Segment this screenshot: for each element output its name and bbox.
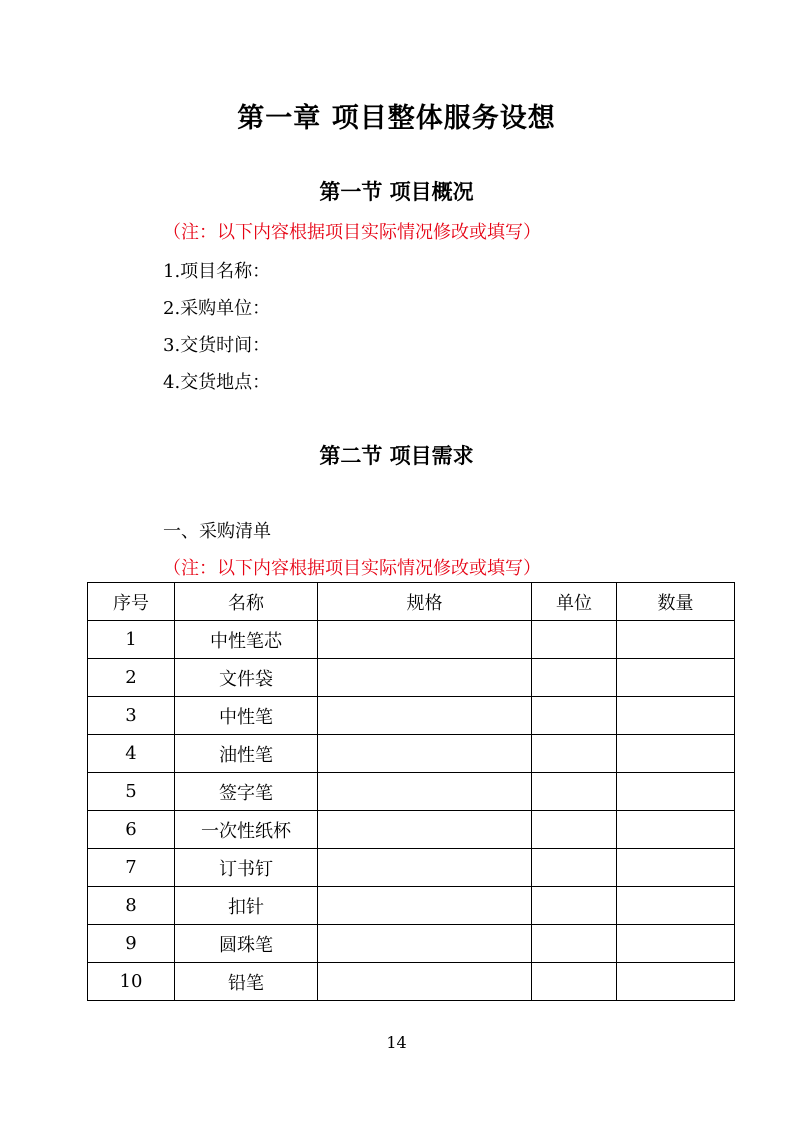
cell-name: 订书钉 (175, 849, 318, 887)
cell-name: 圆珠笔 (175, 925, 318, 963)
table-row (88, 811, 735, 849)
procurement-list-heading: 一、采购清单 (163, 521, 271, 542)
cell-spec (318, 925, 532, 963)
cell-name: 一次性纸杯 (175, 811, 318, 849)
cell-qty (617, 811, 735, 849)
purchaser-line: 2.采购单位： (163, 298, 271, 319)
column-header-unit: 单位 (532, 583, 617, 621)
cell-no: 1 (88, 621, 175, 659)
cell-spec (318, 811, 532, 849)
cell-name: 中性笔芯 (175, 621, 318, 659)
procurement-table (87, 582, 735, 1001)
cell-no: 9 (88, 925, 175, 963)
cell-qty (617, 925, 735, 963)
cell-name: 中性笔 (175, 697, 318, 735)
cell-qty (617, 963, 735, 1001)
table-header-row (88, 583, 735, 621)
table-row (88, 621, 735, 659)
cell-spec (318, 773, 532, 811)
cell-qty (617, 621, 735, 659)
cell-unit (532, 735, 617, 773)
cell-unit (532, 697, 617, 735)
cell-qty (617, 697, 735, 735)
cell-unit (532, 621, 617, 659)
cell-spec (318, 621, 532, 659)
cell-spec (318, 735, 532, 773)
table-row (88, 849, 735, 887)
column-header-no: 序号 (88, 583, 175, 621)
table-row (88, 659, 735, 697)
page-number: 14 (386, 1033, 407, 1052)
cell-no: 2 (88, 659, 175, 697)
cell-qty (617, 735, 735, 773)
section-title-overview: 第一节 项目概况 (319, 179, 474, 204)
cell-no: 4 (88, 735, 175, 773)
cell-name: 文件袋 (175, 659, 318, 697)
cell-unit (532, 811, 617, 849)
table-row (88, 925, 735, 963)
cell-name: 扣针 (175, 887, 318, 925)
cell-no: 6 (88, 811, 175, 849)
delivery-time-line: 3.交货时间： (163, 335, 271, 356)
cell-qty (617, 773, 735, 811)
cell-qty (617, 887, 735, 925)
cell-no: 8 (88, 887, 175, 925)
table-row (88, 735, 735, 773)
cell-unit (532, 963, 617, 1001)
cell-spec (318, 887, 532, 925)
table-row (88, 697, 735, 735)
column-header-spec: 规格 (318, 583, 532, 621)
cell-unit (532, 849, 617, 887)
chapter-title: 第一章 项目整体服务设想 (237, 103, 556, 134)
section-title-requirements: 第二节 项目需求 (319, 443, 474, 468)
cell-spec (318, 697, 532, 735)
cell-name: 签字笔 (175, 773, 318, 811)
table-row (88, 773, 735, 811)
cell-name: 油性笔 (175, 735, 318, 773)
cell-unit (532, 887, 617, 925)
column-header-qty: 数量 (617, 583, 735, 621)
column-header-name: 名称 (175, 583, 318, 621)
cell-spec (318, 963, 532, 1001)
project-name-line: 1.项目名称： (163, 261, 271, 282)
edit-note: （注：以下内容根据项目实际情况修改或填写） (163, 222, 541, 243)
cell-unit (532, 773, 617, 811)
cell-spec (318, 659, 532, 697)
cell-name: 铅笔 (175, 963, 318, 1001)
cell-no: 10 (88, 963, 175, 1001)
table-row (88, 887, 735, 925)
cell-qty (617, 659, 735, 697)
delivery-place-line: 4.交货地点： (163, 372, 271, 393)
cell-no: 3 (88, 697, 175, 735)
cell-no: 5 (88, 773, 175, 811)
cell-qty (617, 849, 735, 887)
cell-spec (318, 849, 532, 887)
table-row (88, 963, 735, 1001)
edit-note: （注：以下内容根据项目实际情况修改或填写） (163, 558, 541, 579)
cell-no: 7 (88, 849, 175, 887)
cell-unit (532, 659, 617, 697)
cell-unit (532, 925, 617, 963)
